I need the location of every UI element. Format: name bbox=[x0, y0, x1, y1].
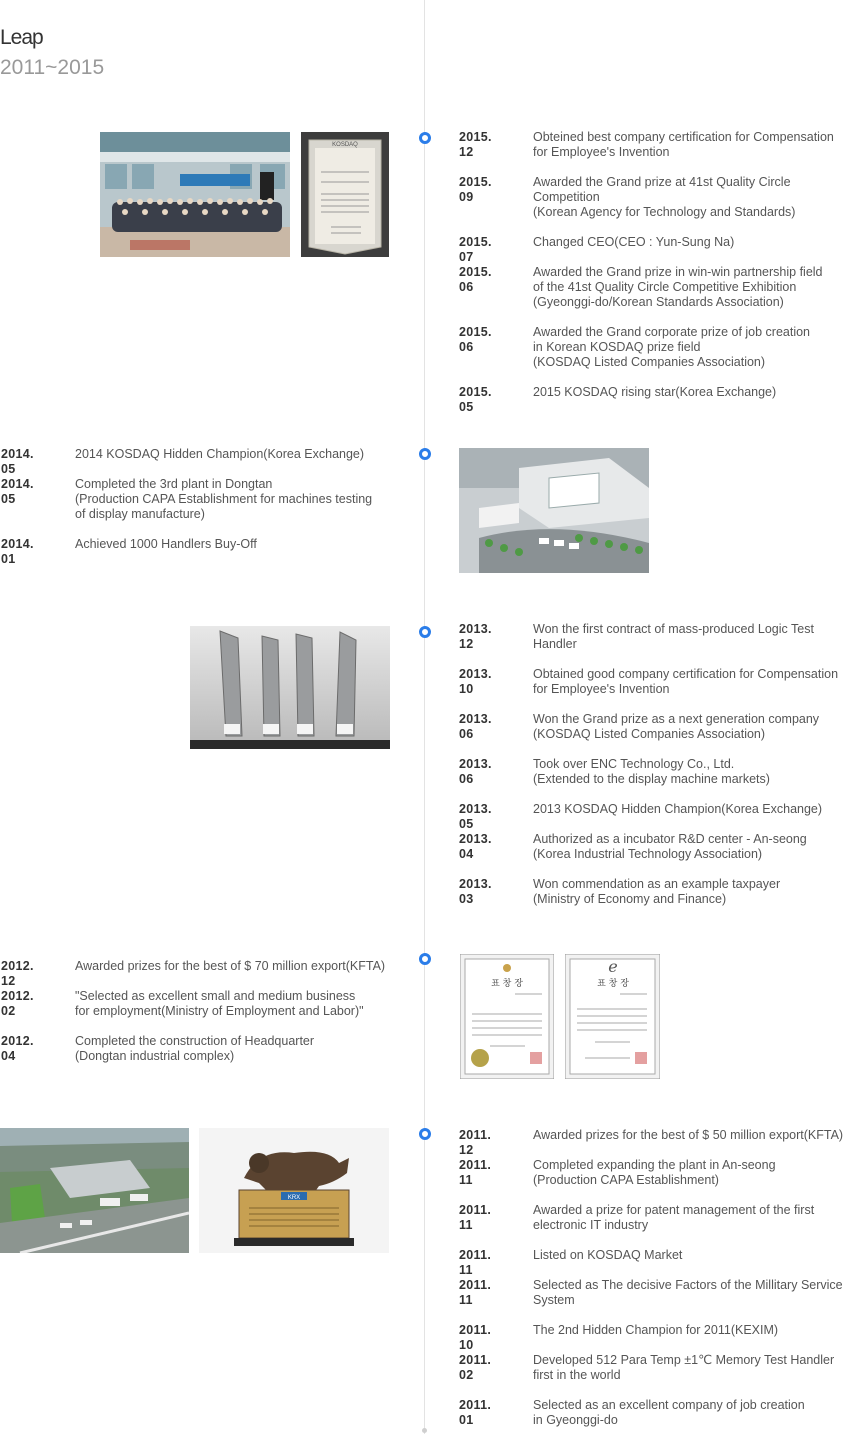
bull-trophy-image bbox=[199, 1128, 389, 1253]
timeline-end-dot bbox=[422, 1428, 427, 1433]
event-date: 2014. 05 bbox=[1, 477, 34, 506]
event-text: Won the first contract of mass-produced Logic Test Handler bbox=[533, 622, 814, 651]
event-text: Obteined best company certification for Compensation for Employee's Invention bbox=[533, 130, 834, 159]
event-date: 2013. 05 bbox=[459, 802, 492, 831]
event-date: 2014. 01 bbox=[1, 537, 34, 566]
timeline-marker-2014 bbox=[419, 448, 431, 460]
event-text: Awarded prizes for the best of $ 50 million export(KFTA) bbox=[533, 1128, 844, 1142]
timeline-line bbox=[424, 0, 425, 1434]
event-text: Authorized as a incubator R&D center - An-seong (Korea Industrial Technology Association) bbox=[533, 832, 807, 861]
event-date: 2013. 06 bbox=[459, 757, 492, 786]
event-date: 2013. 12 bbox=[459, 622, 492, 651]
event-text: Won the Grand prize as a next generation company (KOSDAQ Listed Companies Association) bbox=[533, 712, 820, 741]
event-text: Awarded the Grand corporate prize of job creation in Korean KOSDAQ prize field (KOSDAQ Listed Companies Association) bbox=[533, 325, 811, 369]
event-text: Achieved 1000 Handlers Buy-Off bbox=[75, 537, 257, 551]
event-text: Completed the construction of Headquarter (Dongtan industrial complex) bbox=[75, 1034, 315, 1063]
event-date: 2011. 11 bbox=[459, 1248, 492, 1277]
event-date: 2015. 06 bbox=[459, 325, 492, 354]
event-text: Awarded the Grand prize at 41st Quality Circle Competition (Korean Agency for Technology and Standards) bbox=[533, 175, 796, 219]
event-date: 2013. 03 bbox=[459, 877, 492, 906]
event-text: Selected as The decisive Factors of the Millitary Service System bbox=[533, 1278, 843, 1307]
event-date: 2015. 09 bbox=[459, 175, 492, 204]
certificate-title-2: 표 창 장 bbox=[597, 979, 629, 989]
timeline-marker-2011 bbox=[419, 1128, 431, 1140]
event-text: Selected as an excellent company of job creation in Gyeonggi-do bbox=[533, 1398, 805, 1427]
event-date: 2014. 05 bbox=[1, 447, 34, 476]
event-date: 2011. 12 bbox=[459, 1128, 492, 1157]
trophy-plate-logo: KRX bbox=[287, 1195, 301, 1201]
plant-rendering-image bbox=[459, 448, 649, 573]
event-date: 2011. 11 bbox=[459, 1203, 492, 1232]
event-date: 2011. 01 bbox=[459, 1398, 492, 1427]
event-date: 2015. 05 bbox=[459, 385, 492, 414]
event-text: Awarded a prize for patent management of the first electronic IT industry bbox=[533, 1203, 815, 1232]
event-text: Changed CEO(CEO : Yun-Sung Na) bbox=[533, 235, 735, 249]
event-text: Developed 512 Para Temp ±1℃ Memory Test Handler first in the world bbox=[533, 1353, 835, 1382]
event-date: 2015. 12 bbox=[459, 130, 492, 159]
event-date: 2011. 11 bbox=[459, 1158, 492, 1187]
event-date: 2013. 06 bbox=[459, 712, 492, 741]
event-date: 2012. 02 bbox=[1, 989, 34, 1018]
event-date: 2013. 10 bbox=[459, 667, 492, 696]
section-title: Leap bbox=[0, 26, 43, 49]
event-text: Obtained good company certification for Compensation for Employee's Invention bbox=[533, 667, 839, 696]
event-text: 2014 KOSDAQ Hidden Champion(Korea Exchange) bbox=[75, 447, 365, 461]
event-date: 2015. 07 bbox=[459, 235, 492, 264]
event-text: Took over ENC Technology Co., Ltd. (Extended to the display machine markets) bbox=[533, 757, 770, 786]
event-text: The 2nd Hidden Champion for 2011(KEXIM) bbox=[533, 1323, 779, 1337]
event-text: Completed the 3rd plant in Dongtan (Production CAPA Establishment for machines testing of display manufacture) bbox=[75, 477, 373, 521]
timeline-marker-2015 bbox=[419, 132, 431, 144]
certificate-image-1 bbox=[460, 954, 554, 1079]
event-text: "Selected as excellent small and medium business for employment(Ministry of Employment and Labor)" bbox=[75, 989, 364, 1018]
svg-text:e: e bbox=[608, 957, 618, 976]
event-date: 2013. 04 bbox=[459, 832, 492, 861]
event-date: 2011. 10 bbox=[459, 1323, 492, 1352]
aerial-plant-image bbox=[0, 1128, 189, 1253]
event-date: 2012. 04 bbox=[1, 1034, 34, 1063]
certificate-title-1: 표 창 장 bbox=[491, 979, 523, 989]
event-text: Won commendation as an example taxpayer (Ministry of Economy and Finance) bbox=[533, 877, 781, 906]
certificate-image-2 bbox=[565, 954, 660, 1079]
event-text: 2015 KOSDAQ rising star(Korea Exchange) bbox=[533, 385, 777, 399]
event-text: Completed expanding the plant in An-seong (Production CAPA Establishment) bbox=[533, 1158, 776, 1187]
event-text: 2013 KOSDAQ Hidden Champion(Korea Exchange) bbox=[533, 802, 823, 816]
plaque-logo: KOSDAQ bbox=[332, 142, 358, 148]
event-text: Awarded prizes for the best of $ 70 million export(KFTA) bbox=[75, 959, 386, 973]
trophies-image bbox=[190, 626, 390, 749]
event-date: 2011. 02 bbox=[459, 1353, 492, 1382]
timeline-marker-2013 bbox=[419, 626, 431, 638]
event-date: 2011. 11 bbox=[459, 1278, 492, 1307]
group-photo-image bbox=[100, 132, 290, 257]
section-period: 2011~2015 bbox=[0, 56, 105, 79]
event-text: Listed on KOSDAQ Market bbox=[533, 1248, 683, 1262]
event-date: 2012. 12 bbox=[1, 959, 34, 988]
kosdaq-plaque-image bbox=[301, 132, 389, 257]
event-date: 2015. 06 bbox=[459, 265, 492, 294]
timeline-marker-2012 bbox=[419, 953, 431, 965]
event-text: Awarded the Grand prize in win-win partnership field of the 41st Quality Circle Competitive Exhibition (Gyeonggi-do/Korean Standards Association) bbox=[533, 265, 823, 309]
